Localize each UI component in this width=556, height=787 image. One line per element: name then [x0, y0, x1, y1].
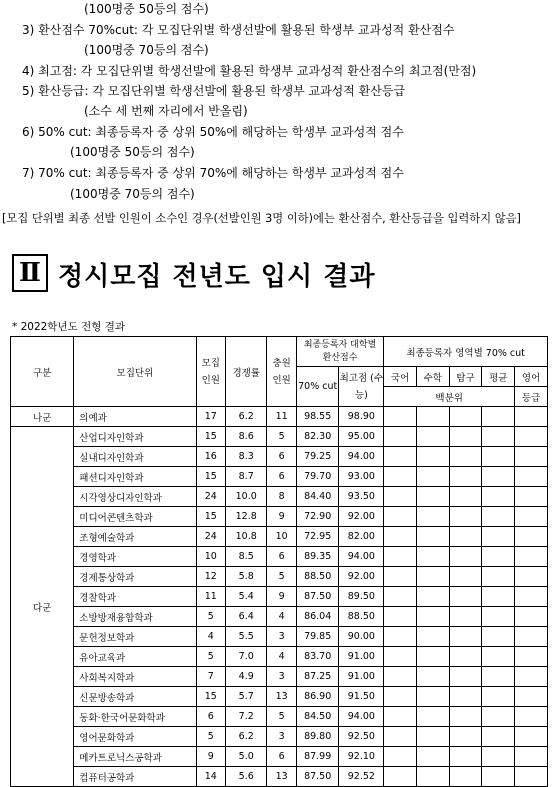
- header-math: 수학: [416, 367, 449, 387]
- empty-cell: [449, 447, 482, 467]
- empty-cell: [449, 567, 482, 587]
- unit-cell: 패션디자인학과: [74, 467, 196, 487]
- unit-cell: 시각영상디자인학과: [74, 487, 196, 507]
- quota-cell: 5: [196, 727, 225, 747]
- empty-cell: [384, 747, 417, 767]
- empty-cell: [416, 587, 449, 607]
- max-cell: 92.00: [339, 507, 384, 527]
- unit-cell: 유아교육과: [74, 647, 196, 667]
- unit-cell: 영어문화학과: [74, 727, 196, 747]
- cut70-cell: 72.95: [296, 527, 339, 547]
- unit-cell: 의예과: [74, 407, 196, 427]
- ratio-cell: 6.4: [225, 607, 266, 627]
- extra-cell: 11: [267, 407, 296, 427]
- cut70-cell: 84.50: [296, 707, 339, 727]
- unit-cell: 미디어콘텐츠학과: [74, 507, 196, 527]
- quota-cell: 12: [196, 567, 225, 587]
- empty-cell: [449, 667, 482, 687]
- header-extra: 충원 인원: [267, 337, 296, 407]
- note-line: 4) 최고점: 각 모집단위별 학생선발에 활용된 학생부 교과성적 환산점수의 최고점(만점): [22, 64, 477, 78]
- empty-cell: [384, 527, 417, 547]
- empty-cell: [416, 707, 449, 727]
- empty-cell: [449, 747, 482, 767]
- cut70-cell: 98.55: [296, 407, 339, 427]
- empty-cell: [482, 407, 515, 427]
- header-quota: 모집 인원: [196, 337, 225, 407]
- empty-cell: [482, 767, 515, 787]
- empty-cell: [482, 707, 515, 727]
- empty-cell: [482, 727, 515, 747]
- unit-cell: 문헌정보학과: [74, 627, 196, 647]
- cut70-cell: 82.30: [296, 427, 339, 447]
- table-row: [11, 747, 548, 767]
- empty-cell: [515, 667, 548, 687]
- max-cell: 94.00: [339, 547, 384, 567]
- empty-cell: [515, 687, 548, 707]
- extra-cell: 10: [267, 527, 296, 547]
- ratio-cell: 5.6: [225, 767, 266, 787]
- table-row: [11, 547, 548, 567]
- empty-cell: [482, 587, 515, 607]
- empty-cell: [515, 707, 548, 727]
- empty-cell: [416, 547, 449, 567]
- empty-cell: [416, 447, 449, 467]
- table-row: [11, 647, 548, 667]
- unit-cell: 산업디자인학과: [74, 427, 196, 447]
- max-cell: 92.52: [339, 767, 384, 787]
- unit-cell: 경찰학과: [74, 587, 196, 607]
- empty-cell: [515, 607, 548, 627]
- max-cell: 98.90: [339, 407, 384, 427]
- extra-cell: 3: [267, 727, 296, 747]
- empty-cell: [515, 447, 548, 467]
- quota-cell: 15: [196, 467, 225, 487]
- cut70-cell: 87.99: [296, 747, 339, 767]
- empty-cell: [384, 447, 417, 467]
- empty-cell: [384, 687, 417, 707]
- ratio-cell: 12.8: [225, 507, 266, 527]
- cut70-cell: 89.80: [296, 727, 339, 747]
- header-ratio: 경쟁률: [225, 337, 266, 407]
- table-row: [11, 427, 548, 447]
- extra-cell: 5: [267, 707, 296, 727]
- quota-cell: 9: [196, 747, 225, 767]
- section-numeral: Ⅱ: [12, 254, 48, 292]
- empty-cell: [449, 467, 482, 487]
- empty-cell: [482, 547, 515, 567]
- header-percentile: 백분위: [384, 387, 515, 407]
- note-line: 3) 환산점수 70%cut: 각 모집단위별 학생선발에 활용된 학생부 교과성적 환산점수: [22, 23, 455, 37]
- empty-cell: [449, 587, 482, 607]
- quota-cell: 11: [196, 587, 225, 607]
- ratio-cell: 5.0: [225, 747, 266, 767]
- empty-cell: [482, 487, 515, 507]
- empty-cell: [515, 647, 548, 667]
- empty-cell: [482, 427, 515, 447]
- empty-cell: [482, 447, 515, 467]
- header-avg: 평균: [482, 367, 515, 387]
- empty-cell: [384, 627, 417, 647]
- table-row: [11, 467, 548, 487]
- header-cut70: 70% cut: [296, 367, 339, 407]
- empty-cell: [515, 527, 548, 547]
- max-cell: 94.00: [339, 707, 384, 727]
- table-row: [11, 507, 548, 527]
- empty-cell: [515, 467, 548, 487]
- empty-cell: [482, 647, 515, 667]
- empty-cell: [416, 767, 449, 787]
- quota-cell: 15: [196, 687, 225, 707]
- ratio-cell: 8.7: [225, 467, 266, 487]
- max-cell: 91.00: [339, 647, 384, 667]
- unit-cell: 사회복지학과: [74, 667, 196, 687]
- quota-cell: 10: [196, 547, 225, 567]
- quota-cell: 17: [196, 407, 225, 427]
- empty-cell: [384, 407, 417, 427]
- ratio-cell: 5.5: [225, 627, 266, 647]
- note-line: (소수 세 번째 자리에서 반올림): [84, 104, 248, 118]
- empty-cell: [515, 487, 548, 507]
- bracket-note: [모집 단위별 최종 선발 인원이 소수인 경우(선발인원 3명 이하)에는 환산점수, 환산등급을 입력하지 않음]: [2, 212, 521, 225]
- quota-cell: 6: [196, 707, 225, 727]
- empty-cell: [449, 547, 482, 567]
- extra-cell: 6: [267, 447, 296, 467]
- unit-cell: 동화·한국어문화학과: [74, 707, 196, 727]
- table-row: [11, 587, 548, 607]
- note-line: (100명중 70등의 점수): [84, 43, 209, 57]
- max-cell: 92.10: [339, 747, 384, 767]
- empty-cell: [482, 527, 515, 547]
- max-cell: 93.00: [339, 467, 384, 487]
- unit-cell: 컴퓨터공학과: [74, 767, 196, 787]
- empty-cell: [416, 687, 449, 707]
- empty-cell: [482, 467, 515, 487]
- empty-cell: [449, 607, 482, 627]
- quota-cell: 15: [196, 427, 225, 447]
- ratio-cell: 7.0: [225, 647, 266, 667]
- extra-cell: 9: [267, 507, 296, 527]
- max-cell: 91.50: [339, 687, 384, 707]
- note-line: (100명중 50등의 점수): [84, 2, 209, 16]
- empty-cell: [515, 627, 548, 647]
- ratio-cell: 6.2: [225, 727, 266, 747]
- cut70-cell: 79.25: [296, 447, 339, 467]
- results-table: [10, 336, 548, 787]
- header-final-reg: 최종등록자 대학별 환산점수: [296, 337, 383, 367]
- extra-cell: 6: [267, 547, 296, 567]
- extra-cell: 4: [267, 607, 296, 627]
- group-cell: 다군: [11, 427, 74, 787]
- ratio-cell: 5.4: [225, 587, 266, 607]
- empty-cell: [416, 507, 449, 527]
- empty-cell: [384, 467, 417, 487]
- empty-cell: [449, 707, 482, 727]
- quota-cell: 24: [196, 487, 225, 507]
- empty-cell: [515, 767, 548, 787]
- extra-cell: 6: [267, 747, 296, 767]
- empty-cell: [416, 627, 449, 647]
- max-cell: 90.00: [339, 627, 384, 647]
- cut70-cell: 87.25: [296, 667, 339, 687]
- table-row: [11, 687, 548, 707]
- empty-cell: [384, 607, 417, 627]
- empty-cell: [384, 767, 417, 787]
- table-subtitle: * 2022학년도 전형 결과: [12, 321, 125, 333]
- extra-cell: 4: [267, 647, 296, 667]
- quota-cell: 5: [196, 607, 225, 627]
- table-row: [11, 667, 548, 687]
- empty-cell: [449, 507, 482, 527]
- empty-cell: [515, 727, 548, 747]
- max-cell: 94.00: [339, 447, 384, 467]
- empty-cell: [384, 727, 417, 747]
- group-cell: 나군: [11, 407, 74, 427]
- unit-cell: 경제통상학과: [74, 567, 196, 587]
- empty-cell: [384, 667, 417, 687]
- max-cell: 82.00: [339, 527, 384, 547]
- table-row: [11, 407, 548, 427]
- table-row: [11, 567, 548, 587]
- table-row: [11, 727, 548, 747]
- max-cell: 91.00: [339, 667, 384, 687]
- header-grade: 등급: [515, 387, 548, 407]
- cut70-cell: 86.04: [296, 607, 339, 627]
- empty-cell: [449, 427, 482, 447]
- header-eng: 영어: [515, 367, 548, 387]
- empty-cell: [416, 607, 449, 627]
- empty-cell: [449, 627, 482, 647]
- extra-cell: 9: [267, 587, 296, 607]
- empty-cell: [515, 567, 548, 587]
- cut70-cell: 89.35: [296, 547, 339, 567]
- max-cell: 88.50: [339, 607, 384, 627]
- quota-cell: 24: [196, 527, 225, 547]
- header-unit: 모집단위: [74, 337, 196, 407]
- cut70-cell: 79.70: [296, 467, 339, 487]
- empty-cell: [515, 507, 548, 527]
- empty-cell: [416, 567, 449, 587]
- extra-cell: 13: [267, 687, 296, 707]
- unit-cell: 조형예술학과: [74, 527, 196, 547]
- empty-cell: [384, 707, 417, 727]
- ratio-cell: 5.7: [225, 687, 266, 707]
- table-row: [11, 707, 548, 727]
- empty-cell: [482, 507, 515, 527]
- ratio-cell: 10.8: [225, 527, 266, 547]
- max-cell: 92.50: [339, 727, 384, 747]
- empty-cell: [384, 487, 417, 507]
- max-cell: 93.50: [339, 487, 384, 507]
- empty-cell: [416, 727, 449, 747]
- header-inq: 탐구: [449, 367, 482, 387]
- quota-cell: 16: [196, 447, 225, 467]
- empty-cell: [449, 487, 482, 507]
- empty-cell: [384, 507, 417, 527]
- extra-cell: 8: [267, 487, 296, 507]
- empty-cell: [416, 487, 449, 507]
- empty-cell: [384, 567, 417, 587]
- ratio-cell: 8.5: [225, 547, 266, 567]
- ratio-cell: 5.8: [225, 567, 266, 587]
- header-kor: 국어: [384, 367, 417, 387]
- cut70-cell: 79.85: [296, 627, 339, 647]
- quota-cell: 5: [196, 647, 225, 667]
- table-row: [11, 527, 548, 547]
- empty-cell: [384, 587, 417, 607]
- max-cell: 89.50: [339, 587, 384, 607]
- quota-cell: 4: [196, 627, 225, 647]
- ratio-cell: 7.2: [225, 707, 266, 727]
- empty-cell: [515, 747, 548, 767]
- empty-cell: [416, 647, 449, 667]
- empty-cell: [416, 427, 449, 447]
- ratio-cell: 10.0: [225, 487, 266, 507]
- header-area: 최종등록자 영역별 70% cut: [384, 337, 548, 367]
- cut70-cell: 86.90: [296, 687, 339, 707]
- cut70-cell: 87.50: [296, 767, 339, 787]
- quota-cell: 14: [196, 767, 225, 787]
- empty-cell: [515, 407, 548, 427]
- empty-cell: [515, 547, 548, 567]
- empty-cell: [416, 467, 449, 487]
- empty-cell: [449, 767, 482, 787]
- extra-cell: 3: [267, 667, 296, 687]
- cut70-cell: 84.40: [296, 487, 339, 507]
- table-row: [11, 487, 548, 507]
- empty-cell: [416, 407, 449, 427]
- empty-cell: [515, 427, 548, 447]
- empty-cell: [482, 687, 515, 707]
- unit-cell: 경영학과: [74, 547, 196, 567]
- extra-cell: 5: [267, 567, 296, 587]
- empty-cell: [416, 667, 449, 687]
- empty-cell: [449, 727, 482, 747]
- empty-cell: [482, 607, 515, 627]
- ratio-cell: 8.3: [225, 447, 266, 467]
- extra-cell: 5: [267, 427, 296, 447]
- cut70-cell: 83.70: [296, 647, 339, 667]
- empty-cell: [449, 647, 482, 667]
- quota-cell: 7: [196, 667, 225, 687]
- empty-cell: [449, 687, 482, 707]
- note-line: 7) 70% cut: 최종등록자 중 상위 70%에 해당하는 학생부 교과성적 점수: [22, 166, 404, 180]
- empty-cell: [515, 587, 548, 607]
- empty-cell: [384, 547, 417, 567]
- cut70-cell: 87.50: [296, 587, 339, 607]
- empty-cell: [482, 667, 515, 687]
- extra-cell: 6: [267, 467, 296, 487]
- quota-cell: 15: [196, 507, 225, 527]
- note-line: 6) 50% cut: 최종등록자 중 상위 50%에 해당하는 학생부 교과성적 점수: [22, 125, 404, 139]
- empty-cell: [384, 647, 417, 667]
- note-line: (100명중 70등의 점수): [70, 187, 195, 201]
- table-row: [11, 447, 548, 467]
- cut70-cell: 88.50: [296, 567, 339, 587]
- unit-cell: 실내디자인학과: [74, 447, 196, 467]
- empty-cell: [482, 747, 515, 767]
- unit-cell: 신문방송학과: [74, 687, 196, 707]
- section-title: 정시모집 전년도 입시 결과: [58, 262, 376, 292]
- cut70-cell: 72.90: [296, 507, 339, 527]
- table-row: [11, 767, 548, 787]
- note-line: (100명중 50등의 점수): [70, 145, 195, 159]
- header-group: 구분: [11, 337, 74, 407]
- ratio-cell: 6.2: [225, 407, 266, 427]
- empty-cell: [416, 527, 449, 547]
- unit-cell: 메카트로닉스공학과: [74, 747, 196, 767]
- empty-cell: [449, 407, 482, 427]
- note-line: 5) 환산등급: 각 모집단위별 학생선발에 활용된 학생부 교과성적 환산등급: [22, 84, 406, 98]
- empty-cell: [449, 527, 482, 547]
- header-max: 최고점 (수능): [339, 367, 384, 407]
- empty-cell: [482, 567, 515, 587]
- max-cell: 92.00: [339, 567, 384, 587]
- table-row: [11, 607, 548, 627]
- empty-cell: [384, 427, 417, 447]
- empty-cell: [482, 627, 515, 647]
- extra-cell: 3: [267, 627, 296, 647]
- empty-cell: [416, 747, 449, 767]
- ratio-cell: 4.9: [225, 667, 266, 687]
- extra-cell: 13: [267, 767, 296, 787]
- ratio-cell: 8.6: [225, 427, 266, 447]
- max-cell: 95.00: [339, 427, 384, 447]
- unit-cell: 소방방재융합학과: [74, 607, 196, 627]
- table-row: [11, 627, 548, 647]
